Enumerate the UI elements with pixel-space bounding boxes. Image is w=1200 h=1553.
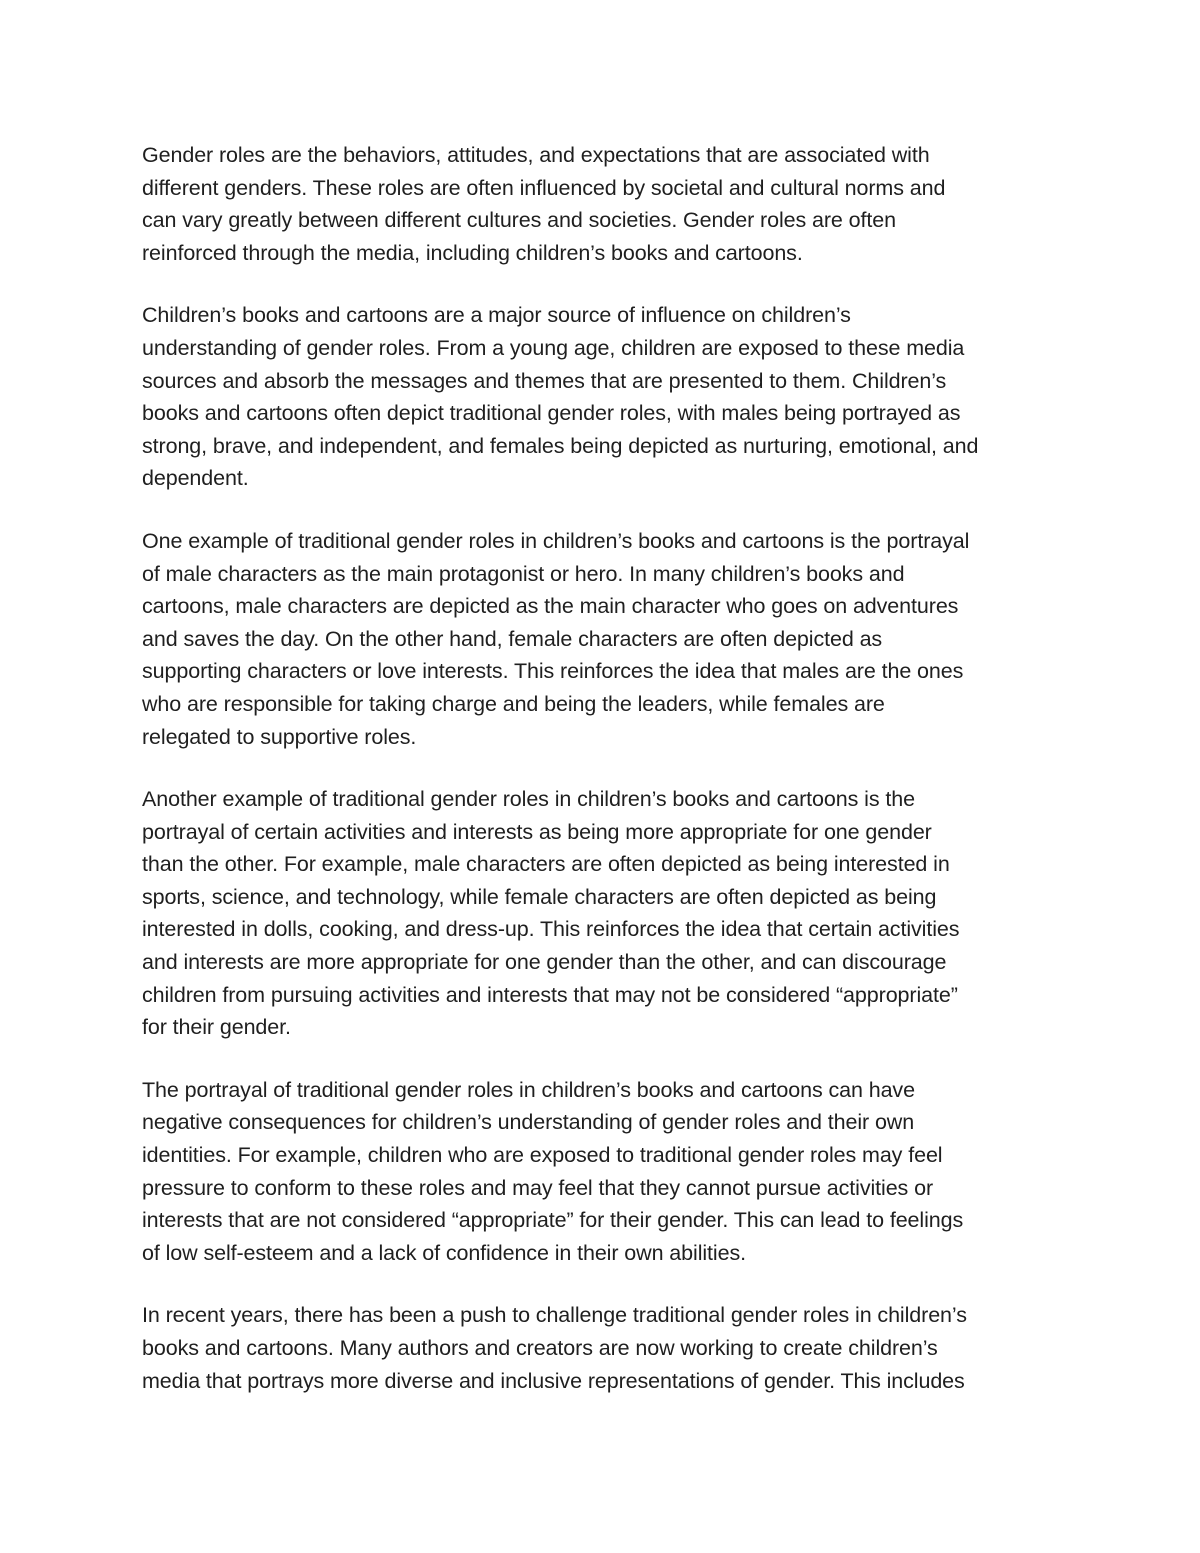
paragraph-2: Children’s books and cartoons are a major source of influence on children’s understanding of gender roles. From a young age, children are exposed to these media sources and absorb the messages and themes that are presented to them. Children’s books and cartoons often depict traditional gender roles, with males being portrayed as strong, brave, and independent, and females being depicted as nurturing, emotional, and dependent.	[142, 303, 979, 491]
paragraph-1: Gender roles are the behaviors, attitudes, and expectations that are associated with different genders. These roles are often influenced by societal and cultural norms and can vary greatly between different cultures and societies. Gender roles are often reinforced through the media, including children’s books and cartoons.	[142, 143, 946, 265]
paragraph-6: In recent years, there has been a push to challenge traditional gender roles in children’s books and cartoons. Many authors and creators are now working to create children’s media that portrays more diverse and inclusive representations of gender. This includes	[142, 1303, 967, 1393]
document-body	[142, 139, 1072, 1427]
paragraph-3: One example of traditional gender roles in children’s books and cartoons is the portrayal of male characters as the main protagonist or hero. In many children’s books and cartoons, male characters are depicted as the main character who goes on adventures and saves the day. On the other hand, female characters are often depicted as supporting characters or love interests. This reinforces the idea that males are the ones who are responsible for taking charge and being the leaders, while females are relegated to supportive roles.	[142, 528, 970, 749]
paragraph-4: Another example of traditional gender roles in children’s books and cartoons is the portrayal of certain activities and interests as being more appropriate for one gender than the other. For example, male characters are often depicted as being interested in sports, science, and technology, while female characters are often depicted as being interested in dolls, cooking, and dress-up. This reinforces the idea that certain activities and interests are more appropriate for one gender than the other, and can discourage children from pursuing activities and interests that may not be considered “appropriate” for their gender.	[142, 787, 960, 1040]
paragraph-5: The portrayal of traditional gender roles in children’s books and cartoons can have negative consequences for children’s understanding of gender roles and their own identities. For example, children who are exposed to traditional gender roles may feel pressure to conform to these roles and may feel that they cannot pursue activities or interests that are not considered “appropriate” for their gender. This can lead to feelings of low self-esteem and a lack of confidence in their own abilities.	[142, 1077, 964, 1265]
